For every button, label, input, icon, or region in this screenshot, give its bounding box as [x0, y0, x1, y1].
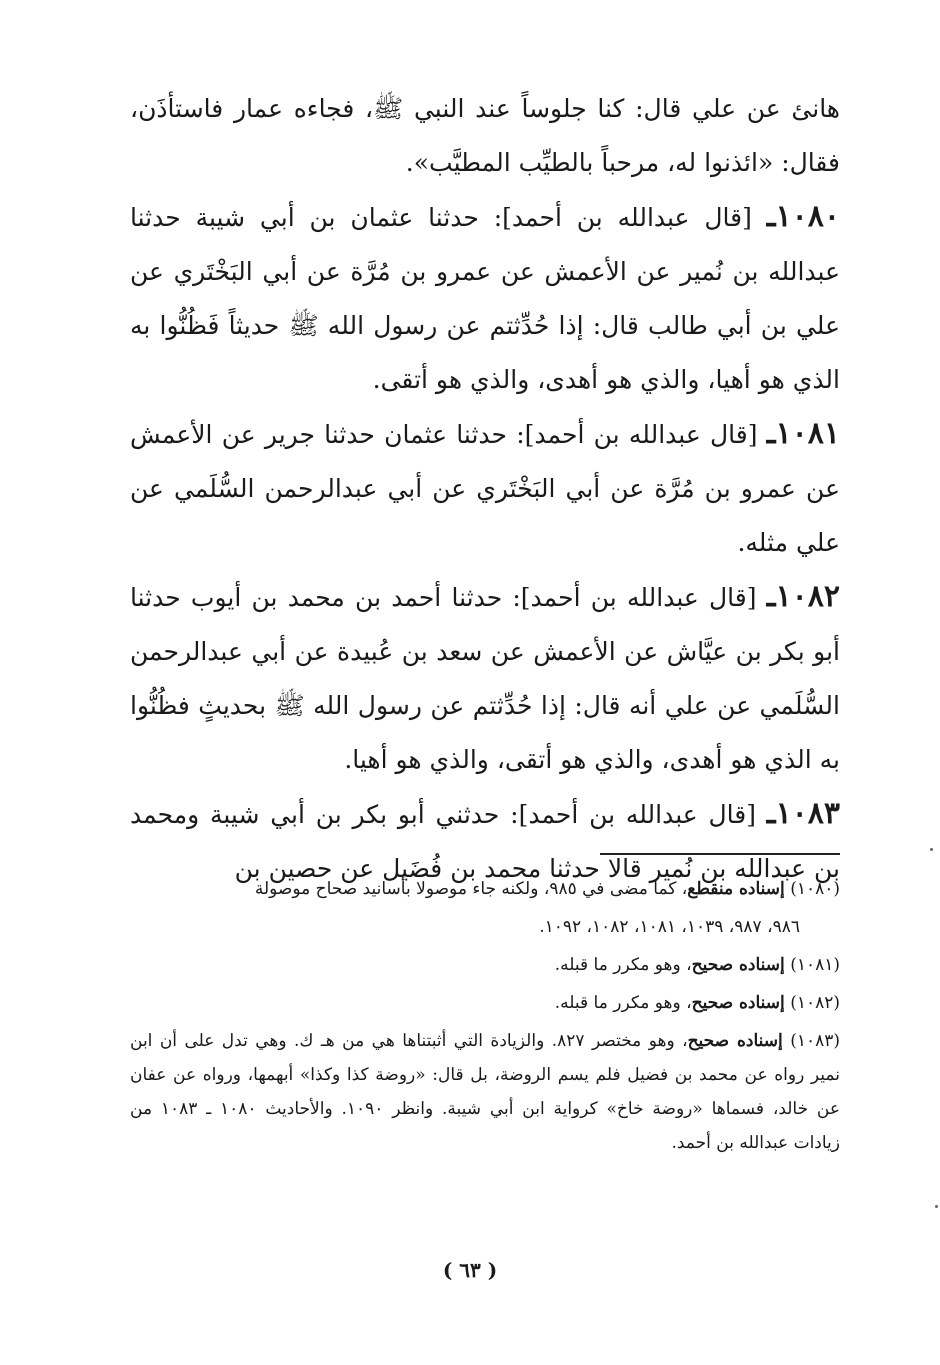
footnote-grade: إسناده منقطع [687, 879, 785, 899]
hadith-dash: ـ [766, 579, 776, 614]
hadith-dash: ـ [766, 416, 776, 451]
footnote-text: ، كما مضى في ٩٨٥، ولكنه جاء موصولا بأسانيد صحاح موصولة [254, 879, 688, 899]
hadith-text: [قال عبدالله بن أحمد]: حدثنا أحمد بن محمد بن أيوب حدثنا أبو بكر بن عيَّاش عن الأعمش عن سعد بن عُبيدة عن أبي عبدالرحمن السُّلَمي عن علي أنه قال: إذا حُدِّثتم عن رسول الله ﷺ بحديثٍ فظُنُّوا به الذي هو أهدى، والذي هو أتقى، والذي هو أهيا. [130, 583, 840, 774]
footnote-grade: إسناده صحيح [691, 955, 785, 975]
scan-speck [930, 848, 933, 851]
footnote-text: ، وهو مكرر ما قبله. [554, 955, 692, 975]
footnote-1080-continuation: ٩٨٦، ٩٨٧، ١٠٣٩، ١٠٨١، ١٠٨٢، ١٠٩٢. [539, 917, 800, 937]
footnotes [130, 872, 840, 1164]
hadith-text: [قال عبدالله بن أحمد]: حدثنا عثمان بن أبي شيبة حدثنا عبدالله بن نُمير عن الأعمش عن عمرو بن مُرَّة عن أبي البَخْتَري عن علي بن أبي طالب قال: إذا حُدِّثتم عن رسول الله ﷺ حديثاً فَظُنُّوا به الذي هو أهيا، والذي هو أهدى، والذي هو أتقى. [130, 203, 840, 394]
hadith-number: ١٠٨١ [775, 416, 840, 451]
hadith-dash: ـ [766, 199, 776, 234]
hadith-1082 [130, 570, 840, 787]
hadith-number: ١٠٨٣ [775, 796, 841, 831]
footnote-ref: (١٠٨٠) [790, 879, 840, 899]
footnote-1083 [130, 1024, 840, 1160]
hadith-text: [قال عبدالله بن أحمد]: حدثني أبو بكر بن أبي شيبة ومحمد بن عبدالله بن نُمير قالا حدثنا محمد بن فُضَيل عن حصين بن [130, 800, 840, 883]
footnote-ref: (١٠٨٣) [790, 1031, 840, 1051]
footnote-grade: إسناده صحيح [691, 993, 785, 1013]
footnote-1082 [130, 986, 840, 1020]
footnote-text: ، وهو مكرر ما قبله. [554, 993, 692, 1013]
hadith-number: ١٠٨٠ [775, 199, 840, 234]
footnote-1080 [130, 872, 840, 906]
footnote-text: ، وهو مختصر ٨٢٧. والزيادة التي أثبتناها هي من هـ ك. وهي تدل على أن ابن نمير رواه عن محمد بن فضيل فلم يسم الروضة، بل قال: «روضة كذا وكذا» أبهمها، ورواه عن عفان عن خالد، فسماها «روضة خاخ» كرواية ابن أبي شيبة. وانظر ١٠٩٠. والأحاديث ١٠٨٠ ـ ١٠٨٣ من زيادات عبدالله بن أحمد. [130, 1031, 841, 1153]
hadith-1080 [130, 190, 840, 407]
hadith-number: ١٠٨٢ [775, 579, 840, 614]
scan-speck [935, 1205, 938, 1208]
main-text [130, 82, 840, 896]
footnote-ref: (١٠٨٢) [790, 993, 840, 1013]
hadith-1081 [130, 407, 840, 570]
footnote-separator [600, 853, 840, 855]
intro-paragraph: هانئ عن علي قال: كنا جلوساً عند النبي ﷺ، فجاءه عمار فاستأذَن، فقال: «ائذنوا له، مرحباً بالطيِّب المطيَّب». [130, 94, 840, 177]
hadith-text: [قال عبدالله بن أحمد]: حدثنا عثمان حدثنا جرير عن الأعمش عن عمرو بن مُرَّة عن أبي البَخْتَري عن أبي عبدالرحمن السُّلَمي عن علي مثله. [130, 420, 840, 557]
page-number: ( ٦٣ ) [442, 1258, 498, 1282]
footnote-ref: (١٠٨١) [790, 955, 840, 975]
footnote-1081 [130, 948, 840, 982]
footnote-grade: إسناده صحيح [687, 1031, 783, 1051]
hadith-dash: ـ [766, 796, 776, 831]
